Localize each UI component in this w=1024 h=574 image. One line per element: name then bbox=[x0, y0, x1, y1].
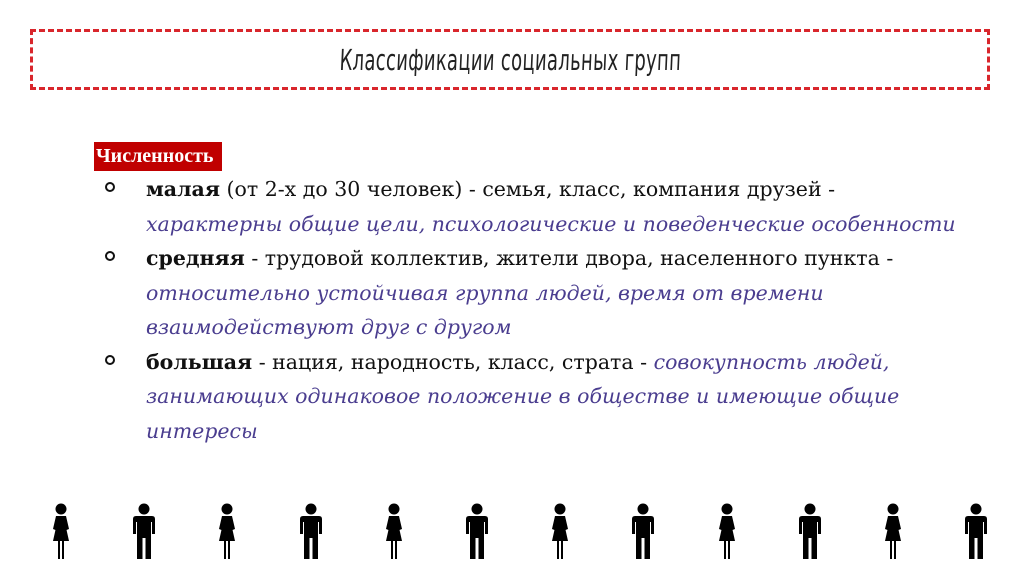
list-item-description: характерны общие цели, психологические и поведенческие особенности bbox=[146, 211, 956, 236]
woman-icon bbox=[213, 503, 241, 561]
list-item-description: совокупность людей, занимающих одинаковое положение в обществе и имеющие общие интересы bbox=[146, 349, 900, 443]
list-item bbox=[105, 345, 975, 449]
man-icon bbox=[130, 503, 158, 561]
section-heading: Численность bbox=[94, 142, 222, 171]
list-item-term: большая bbox=[146, 349, 253, 374]
circle-bullet-icon bbox=[105, 182, 115, 192]
list-item bbox=[105, 241, 975, 345]
list-item-text: - нация, народность, класс, страта - bbox=[252, 349, 654, 374]
woman-icon bbox=[47, 503, 75, 561]
woman-icon bbox=[713, 503, 741, 561]
page-title: Классификации социальных групп bbox=[338, 42, 682, 77]
circle-bullet-icon bbox=[105, 355, 115, 365]
man-icon bbox=[796, 503, 824, 561]
man-icon bbox=[629, 503, 657, 561]
man-icon bbox=[463, 503, 491, 561]
man-icon bbox=[962, 503, 990, 561]
people-icon-row bbox=[0, 503, 1024, 563]
man-icon bbox=[297, 503, 325, 561]
group-size-list bbox=[105, 172, 975, 448]
list-item-term: средняя bbox=[146, 246, 245, 270]
woman-icon bbox=[380, 503, 408, 561]
title-frame bbox=[30, 29, 990, 90]
list-item-term: малая bbox=[146, 177, 220, 201]
circle-bullet-icon bbox=[105, 251, 115, 261]
list-item-description: относительно устойчивая группа людей, время от времени взаимодействуют друг с другом bbox=[146, 280, 824, 339]
list-item-text: - трудовой коллектив, жители двора, населенного пункта - bbox=[244, 246, 894, 270]
list-item bbox=[105, 172, 975, 241]
woman-icon bbox=[546, 503, 574, 561]
woman-icon bbox=[879, 503, 907, 561]
list-item-text: (от 2-х до 30 человек) - семья, класс, компания друзей - bbox=[219, 177, 836, 201]
